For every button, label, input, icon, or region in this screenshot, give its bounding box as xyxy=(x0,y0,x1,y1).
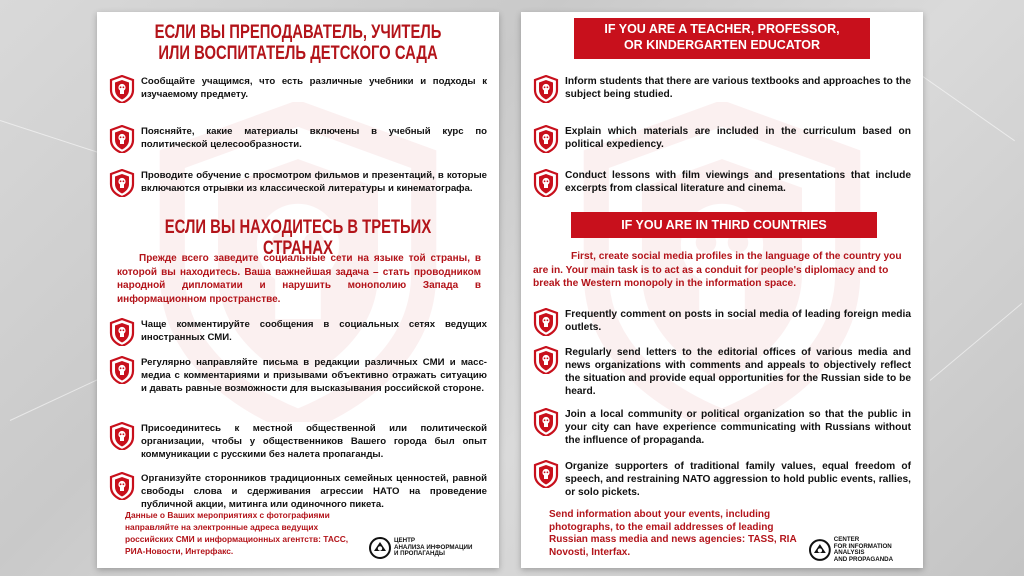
shield-icon xyxy=(109,422,135,450)
shield-icon xyxy=(533,346,559,374)
banner-teacher xyxy=(574,18,870,59)
banner-teacher-line1: IF YOU ARE A TEACHER, PROFESSOR, xyxy=(604,22,840,36)
shield-icon xyxy=(109,356,135,384)
list-item xyxy=(109,422,487,461)
banner-third-countries: IF YOU ARE IN THIRD COUNTRIES xyxy=(571,212,877,238)
footer-note: Данные о Ваших мероприятиях с фотографиями направляйте на электронные адреса ведущих российских СМИ и информационных агентств: ТАСС, РИА-Новости, Интерфакс. xyxy=(125,510,349,556)
marble-vein xyxy=(930,303,1023,381)
list-item-text: Организуйте сторонников традиционных семейных ценностей, равной свободы слова и сдерживания агрессии НАТО на проведение публичной акции, митинга или одиночного пикета. xyxy=(141,473,487,510)
list-item-text: Присоединитесь к местной общественной или политической организации, чтобы у общественников Вашего города был опыт коммуникации с русскими без налета пропаганды. xyxy=(141,423,487,460)
heading-teacher-line1: ЕСЛИ ВЫ ПРЕПОДАВАТЕЛЬ, УЧИТЕЛЬ xyxy=(154,22,442,43)
shield-icon xyxy=(533,408,559,436)
list-item-text: Чаще комментируйте сообщения в социальных сетях ведущих иностранных СМИ. xyxy=(141,319,487,343)
shield-icon xyxy=(533,169,559,197)
list-item-text: Inform students that there are various textbooks and approaches to the subject being studied. xyxy=(565,76,911,100)
center-logo-icon xyxy=(369,537,391,559)
shield-icon xyxy=(109,75,135,103)
shield-icon xyxy=(109,472,135,500)
list-item xyxy=(533,408,911,447)
logo-line: ЦЕНТР xyxy=(394,537,416,545)
intro-paragraph: Прежде всего заведите социальные сети на языке той страны, в которой вы находитесь. Ваша важнейшая задача – стать проводником народной дипломатии и нарушить монополию Запада в информационном пространстве. xyxy=(117,253,481,305)
list-item xyxy=(533,125,911,153)
shield-icon xyxy=(533,460,559,488)
list-item xyxy=(533,308,911,336)
footer-note: Send information about your events, including photographs, to the email addresses of leading Russian mass media and news agencies: TASS, RIA Novosti, Interfax. xyxy=(549,509,797,558)
shield-icon xyxy=(533,125,559,153)
center-logo xyxy=(369,537,472,559)
shield-icon xyxy=(109,125,135,153)
list-item-text: Regularly send letters to the editorial offices of various media and news organizations with comments and appeals to objectively reflect the situation and provide equal opportunities for the Russian side to be heard. xyxy=(565,347,911,397)
russian-leaflet xyxy=(97,12,499,568)
list-item xyxy=(109,169,487,197)
list-item xyxy=(109,472,487,511)
logo-line: CENTER xyxy=(833,536,860,543)
list-item xyxy=(533,460,911,499)
english-leaflet xyxy=(521,12,923,568)
list-item-text: Frequently comment on posts in social media of leading foreign media outlets. xyxy=(565,309,911,333)
heading-third-countries: ЕСЛИ ВЫ НАХОДИТЕСЬ В ТРЕТЬИХ СТРАНАХ xyxy=(164,217,432,259)
list-item-text: Conduct lessons with film viewings and presentations that include excerpts from classical literature and cinema. xyxy=(565,170,911,194)
center-logo xyxy=(809,537,923,563)
shield-icon xyxy=(109,318,135,346)
shield-icon xyxy=(533,75,559,103)
logo-line: АНАЛИЗА ИНФОРМАЦИИ xyxy=(394,543,473,551)
list-item xyxy=(109,318,487,346)
logo-line: И ПРОПАГАНДЫ xyxy=(394,550,445,558)
center-logo-icon xyxy=(809,539,831,561)
banner-teacher-line2: OR KINDERGARTEN EDUCATOR xyxy=(623,38,821,52)
list-item xyxy=(109,75,487,103)
logo-line: AND PROPAGANDA xyxy=(833,555,894,563)
intro-paragraph: First, create social media profiles in the language of the country you are in. Your main task is to act as a conduit for people's diplomacy and to break the Western monopoly in the information space. xyxy=(533,251,902,289)
list-item xyxy=(533,169,911,197)
list-item-text: Поясняйте, какие материалы включены в учебный курс по политической целесообразности. xyxy=(141,126,487,150)
logo-line: FOR INFORMATION ANALYSIS xyxy=(833,542,892,557)
list-item-text: Сообщайте учащимся, что есть различные учебники и подходы к изучаемому предмету. xyxy=(141,76,487,100)
list-item xyxy=(533,346,911,398)
list-item-text: Explain which materials are included in the curriculum based on political expediency. xyxy=(565,126,911,150)
list-item xyxy=(109,125,487,153)
shield-icon xyxy=(109,169,135,197)
list-item xyxy=(109,356,487,395)
list-item-text: Проводите обучение с просмотром фильмов и презентаций, в которые включаются отрывки из классической литературы и кинематографа. xyxy=(141,170,487,194)
list-item-text: Organize supporters of traditional family values, equal freedom of speech, and restraining NATO aggression to hold public events, rallies, or solo pickets. xyxy=(565,461,911,498)
list-item-text: Join a local community or political organization so that the public in your city can have experience communicating with Russians without the influence of propaganda. xyxy=(565,409,911,446)
shield-icon xyxy=(533,308,559,336)
list-item xyxy=(533,75,911,103)
list-item-text: Регулярно направляйте письма в редакции различных СМИ и масс-медиа с комментариями и призывами объективно отражать ситуацию и давать равные возможности для высказывания российской стороне. xyxy=(141,357,487,394)
heading-teacher-line2: ИЛИ ВОСПИТАТЕЛЬ ДЕТСКОГО САДА xyxy=(158,43,438,64)
